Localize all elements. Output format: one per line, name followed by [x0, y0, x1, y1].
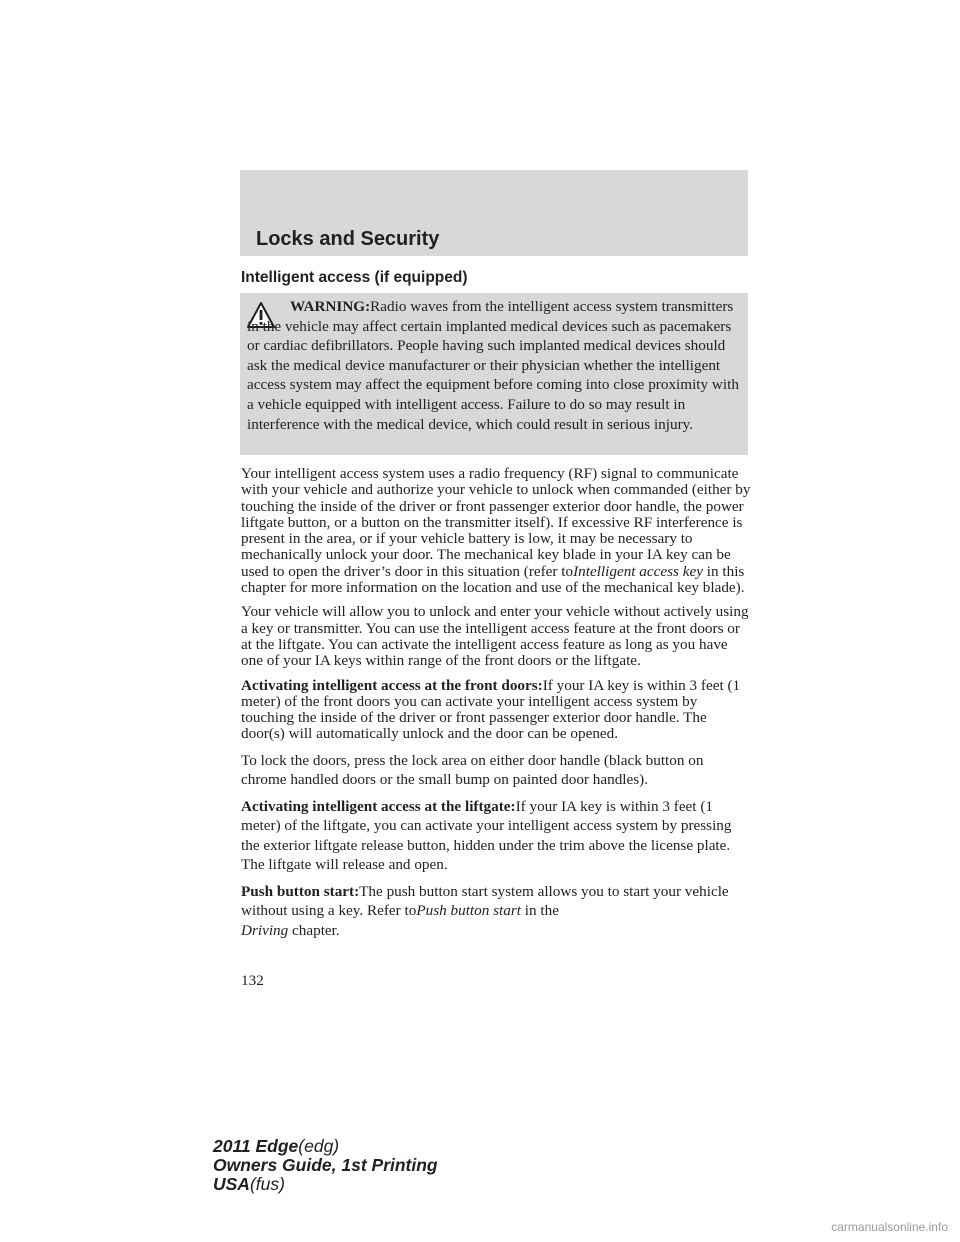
front-doors-label: Activating intelligent access at the front doors: [241, 676, 543, 694]
watermark: carmanualsonline.info [831, 1220, 948, 1234]
footer-market: USA [213, 1174, 250, 1194]
intelligent-access-key-ref: Intelligent access key [573, 562, 703, 580]
footer-edition: Owners Guide, 1st Printing [213, 1155, 438, 1175]
footer-model: 2011 Edge [213, 1136, 299, 1156]
body-text [241, 466, 751, 947]
liftgate-label: Activating intelligent access at the liftgate: [241, 797, 516, 815]
paragraph-unlock-enter: Your vehicle will allow you to unlock and enter your vehicle without actively using a key or transmitter. You can use the intelligent access feature at the front doors or at the liftgate. You can activate the intelligent access feature as long as you have one of your IA keys within range of the front doors or the liftgate. [241, 603, 749, 670]
section-title: Locks and Security [256, 228, 440, 250]
warning-text [247, 297, 743, 434]
paragraph-rf-signal: Your intelligent access system uses a radio frequency (RF) signal to communicate with your vehicle and authorize your vehicle to unlock when commanded (either by touching the inside of the driver or front passenger exterior door handle, the power liftgate button, or a button on the transmitter itself). If excessive RF interference is present in the area, or if your vehicle battery is low, it may be necessary to mechanically unlock your door. The mechanical key blade in your IA key can be used to open the driver’s door in this situation (refer toIntelligent access key in this chapter for more information on the location and use of the mechanical key blade). [241, 465, 751, 597]
page-number: 132 [241, 972, 264, 989]
paragraph-liftgate: Activating intelligent access at the liftgate:If your IA key is within 3 feet (1 meter) of the liftgate, you can activate your intelligent access system by pressing the exterior liftgate release button, hidden under the trim above the license plate. The liftgate will release and open. [241, 797, 732, 874]
driving-chapter-ref: Driving [241, 921, 289, 939]
print-footer: 2011 Edge(edg) Owners Guide, 1st Printing USA(fus) [213, 1136, 438, 1194]
paragraph-lock-doors: To lock the doors, press the lock area on either door handle (black button on chrome handled doors or the small bump on painted door handles). [241, 751, 704, 789]
push-button-start-label: Push button start: [241, 882, 360, 900]
subheading: Intelligent access (if equipped) [241, 269, 468, 286]
paragraph-push-button-start: Push button start:The push button start system allows you to start your vehicle without using a key. Refer toPush button start in the Driving chapter. [241, 882, 729, 939]
paragraph-front-doors: Activating intelligent access at the front doors:If your IA key is within 3 feet (1 meter) of the front doors you can activate your intelligent access system by touching the inside of the driver or front passenger exterior door handle. The door(s) will automatically unlock and the door can be opened. [241, 676, 741, 743]
warning-label: WARNING: [290, 298, 371, 315]
warning-body: Radio waves from the intelligent access system transmitters in the vehicle may affect certain implanted medical devices such as pacemakers or cardiac defibrillators. People having such implanted medical devices should ask the medical device manufacturer or their physician whether the intelligent access system may affect the equipment before coming into close proximity with a vehicle equipped with intelligent access. Failure to do so may result in interference with the medical device, which could result in serious injury. [247, 298, 739, 433]
push-button-start-ref: Push button start [416, 902, 521, 920]
